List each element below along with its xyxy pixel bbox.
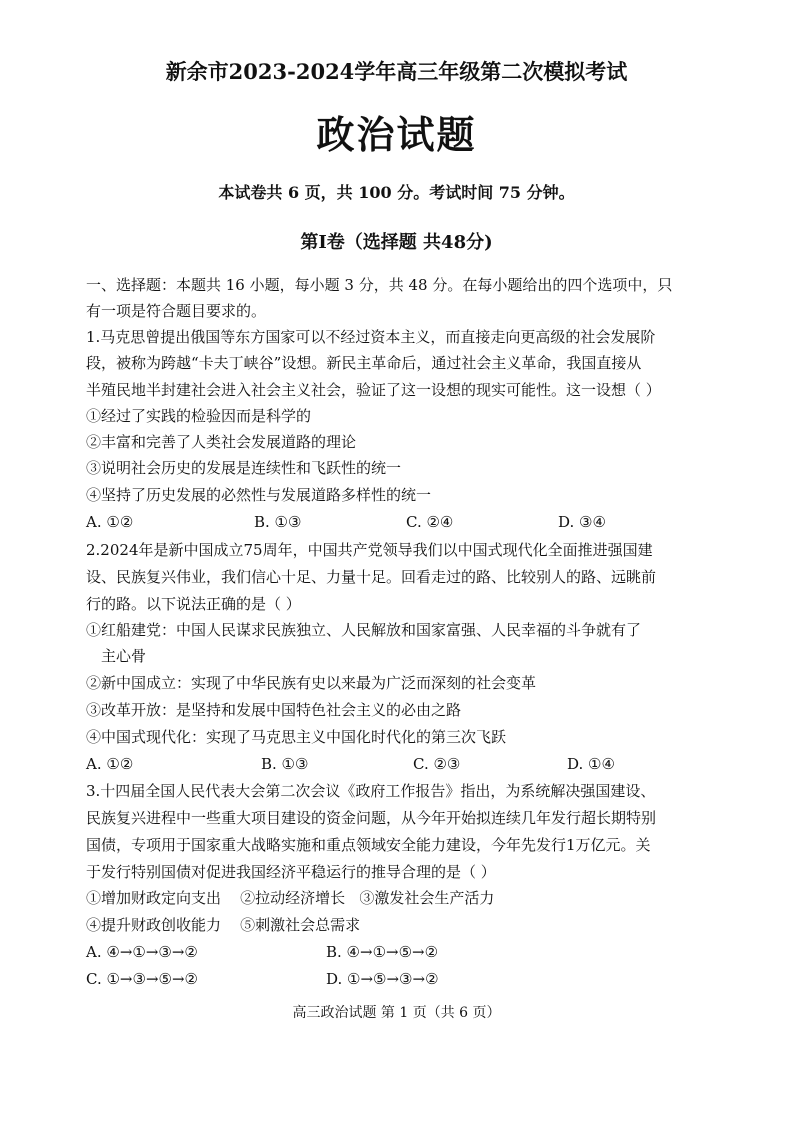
instructions-line-2: 有一项是符合题目要求的。 xyxy=(86,302,267,320)
q2-stem-line-2: 设、民族复兴伟业，我们信心十足、力量十足。回看走过的路、比较别人的路、远眺前 xyxy=(86,568,657,586)
q1-option-d: D. ③④ xyxy=(558,513,606,531)
q3-option-d: D. ①→⑤→③→② xyxy=(326,970,439,988)
q1-item-1: ①经过了实践的检验因而是科学的 xyxy=(86,407,312,425)
q1-stem-line-2: 段，被称为跨越“卡夫丁峡谷”设想。新民主革命后，通过社会主义革命，我国直接从 xyxy=(86,354,642,372)
q3-stem-line-2: 民族复兴进程中一些重大项目建设的资金问题，从今年开始拟连续几年发行超长期特别 xyxy=(86,809,657,827)
q3-stem-line-4: 于发行特别国债对促进我国经济平稳运行的推导合理的是（ ） xyxy=(86,863,496,881)
q2-stem-line-1: 2.2024年是新中国成立75周年，中国共产党领导我们以中国式现代化全面推进强国建 xyxy=(86,541,653,559)
q1-stem-line-3: 半殖民地半封建社会进入社会主义社会，验证了这一设想的现实可能性。这一设想（ ） xyxy=(86,381,661,399)
q1-item-2: ②丰富和完善了人类社会发展道路的理论 xyxy=(86,433,357,451)
q2-option-c: C. ②③ xyxy=(413,755,461,773)
q3-stem-line-3: 国债，专项用于国家重大战略实施和重点领域安全能力建设，今年先发行1万亿元。关 xyxy=(86,836,651,854)
q3-items-line-1: ①增加财政定向支出 ②拉动经济增长 ③激发社会生产活力 xyxy=(86,889,495,907)
q2-item-1-line-1: ①红船建党：中国人民谋求民族独立、人民解放和国家富强、人民幸福的斗争就有了 xyxy=(86,621,642,639)
page-footer: 高三政治试题 第 1 页（共 6 页） xyxy=(292,1005,501,1021)
q2-item-2: ②新中国成立：实现了中华民族有史以来最为广泛而深刻的社会变革 xyxy=(86,674,537,692)
exam-title: 新余市2023-2024学年高三年级第二次模拟考试 xyxy=(165,59,628,84)
subject-title: 政治试题 xyxy=(316,112,477,157)
q2-option-b: B. ①③ xyxy=(261,755,309,773)
q1-item-4: ④坚持了历史发展的必然性与发展道路多样性的统一 xyxy=(86,486,432,504)
q2-option-d: D. ①④ xyxy=(567,755,615,773)
section-title: 第Ⅰ卷（选择题 共48分) xyxy=(300,232,493,253)
q1-option-a: A. ①② xyxy=(86,513,134,531)
q3-items-line-2: ④提升财政创收能力 ⑤刺激社会总需求 xyxy=(86,916,361,934)
q3-stem-line-1: 3.十四届全国人民代表大会第二次会议《政府工作报告》指出，为系统解决强国建设、 xyxy=(86,782,656,800)
q2-item-3: ③改革开放：是坚持和发展中国特色社会主义的必由之路 xyxy=(86,701,462,719)
instructions-line-1: 一、选择题：本题共 16 小题，每小题 3 分，共 48 分。在每小题给出的四个选项中，只 xyxy=(86,276,673,294)
q1-stem-line-1: 1.马克思曾提出俄国等东方国家可以不经过资本主义，而直接走向更高级的社会发展阶 xyxy=(86,328,656,346)
q2-item-4: ④中国式现代化：实现了马克思主义中国化时代化的第三次飞跃 xyxy=(86,728,507,746)
q3-option-c: C. ①→③→⑤→② xyxy=(86,970,198,988)
q2-stem-line-3: 行的路。以下说法正确的是（ ） xyxy=(86,595,301,613)
q1-option-b: B. ①③ xyxy=(254,513,302,531)
q3-option-b: B. ④→①→⑤→② xyxy=(326,943,439,961)
q1-option-c: C. ②④ xyxy=(406,513,454,531)
q1-item-3: ③说明社会历史的发展是连续性和飞跃性的统一 xyxy=(86,459,402,477)
exam-intro: 本试卷共 6 页，共 100 分。考试时间 75 分钟。 xyxy=(218,183,575,202)
q3-option-a: A. ④→①→③→② xyxy=(86,943,198,961)
q2-item-1-line-2: 主心骨 xyxy=(101,647,147,665)
q2-option-a: A. ①② xyxy=(86,755,134,773)
